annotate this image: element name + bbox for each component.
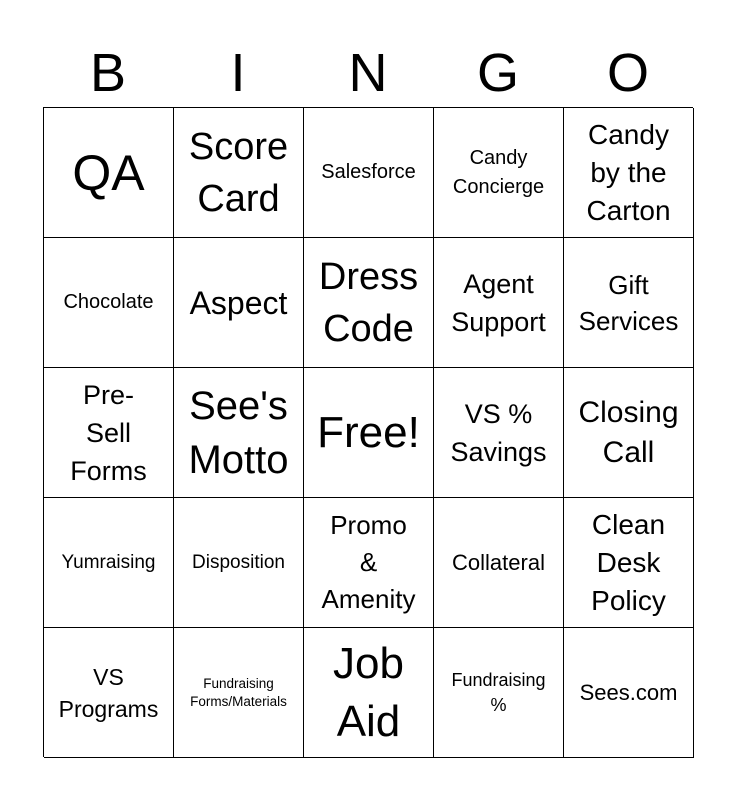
cell-label: Promo & Amenity bbox=[321, 510, 416, 614]
bingo-cell-i3[interactable] bbox=[174, 368, 304, 498]
cell-label: Candy by the Carton bbox=[586, 118, 671, 226]
cell-label: Clean Desk Policy bbox=[591, 508, 666, 616]
cell-label: Gift Services bbox=[578, 269, 679, 336]
bingo-cell-n2[interactable] bbox=[304, 238, 434, 368]
bingo-cell-o4[interactable] bbox=[564, 498, 694, 628]
bingo-cell-g3[interactable] bbox=[434, 368, 564, 498]
bingo-cell-b2[interactable] bbox=[44, 238, 174, 368]
cell-label: Dress Code bbox=[318, 255, 419, 350]
cell-label: Free! bbox=[317, 407, 420, 457]
bingo-cell-o3[interactable] bbox=[564, 368, 694, 498]
cell-label: Closing Call bbox=[578, 395, 679, 469]
bingo-cell-b3[interactable] bbox=[44, 368, 174, 498]
bingo-cell-b5[interactable] bbox=[44, 628, 174, 758]
bingo-cell-g1[interactable] bbox=[434, 108, 564, 238]
cell-label: Job Aid bbox=[333, 638, 404, 746]
cell-label: Agent Support bbox=[451, 268, 546, 337]
bingo-cell-n3[interactable] bbox=[304, 368, 434, 498]
bingo-cell-i5[interactable] bbox=[174, 628, 304, 758]
cell-label: Fundraising Forms/Materials bbox=[190, 675, 287, 709]
header-letter-i: I bbox=[230, 43, 246, 103]
bingo-cell-g2[interactable] bbox=[434, 238, 564, 368]
bingo-cell-o1[interactable] bbox=[564, 108, 694, 238]
cell-label: Chocolate bbox=[63, 291, 154, 313]
header-letter-b: B bbox=[89, 43, 127, 103]
header-letter-o: O bbox=[606, 43, 649, 103]
cell-label: Yumraising bbox=[61, 552, 156, 573]
bingo-cell-n1[interactable] bbox=[304, 108, 434, 238]
bingo-header bbox=[43, 40, 693, 106]
bingo-cell-i4[interactable] bbox=[174, 498, 304, 628]
bingo-cell-g4[interactable] bbox=[434, 498, 564, 628]
cell-label: Score Card bbox=[188, 125, 289, 220]
cell-label: Disposition bbox=[192, 552, 285, 573]
cell-label: See's Motto bbox=[188, 383, 289, 482]
bingo-cell-g5[interactable] bbox=[434, 628, 564, 758]
bingo-cell-n4[interactable] bbox=[304, 498, 434, 628]
bingo-cell-i2[interactable] bbox=[174, 238, 304, 368]
cell-label: Pre- Sell Forms bbox=[70, 379, 147, 486]
cell-label: VS Programs bbox=[58, 663, 159, 722]
bingo-cell-o2[interactable] bbox=[564, 238, 694, 368]
bingo-grid bbox=[43, 107, 693, 757]
cell-label: Collateral bbox=[452, 549, 545, 575]
bingo-cell-b1[interactable] bbox=[44, 108, 174, 238]
cell-label: QA bbox=[72, 144, 145, 201]
cell-label: Sees.com bbox=[579, 679, 678, 705]
cell-label: VS % Savings bbox=[450, 398, 547, 467]
cell-label: Salesforce bbox=[321, 161, 416, 183]
cell-label: Candy Concierge bbox=[452, 146, 545, 198]
bingo-cell-i1[interactable] bbox=[174, 108, 304, 238]
bingo-cell-n5[interactable] bbox=[304, 628, 434, 758]
bingo-cell-o5[interactable] bbox=[564, 628, 694, 758]
bingo-cell-b4[interactable] bbox=[44, 498, 174, 628]
header-letter-n: N bbox=[348, 43, 388, 103]
header-letter-g: G bbox=[476, 43, 519, 103]
cell-label: Aspect bbox=[189, 284, 288, 321]
cell-label: Fundraising % bbox=[451, 669, 546, 715]
